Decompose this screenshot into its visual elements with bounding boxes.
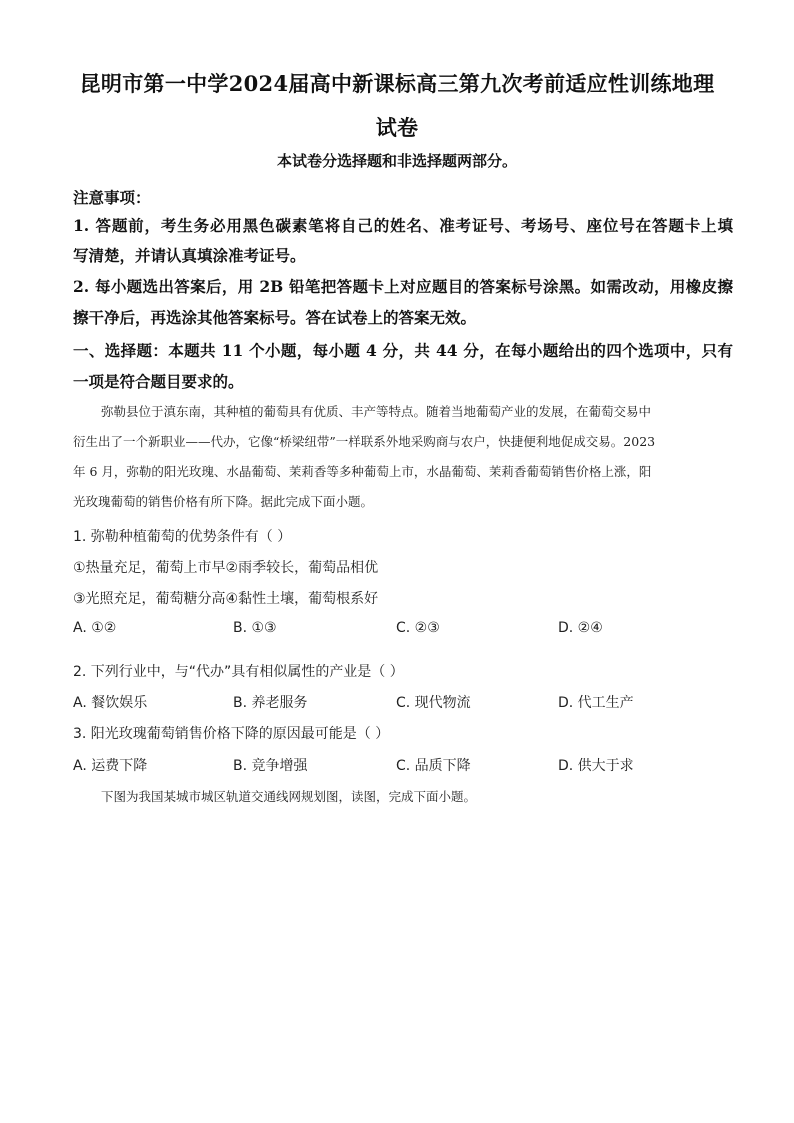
question-1-option-c: C. ②③: [396, 620, 440, 636]
question-1-statements-2: ③光照充足，葡萄糖分高④黏性土壤，葡萄根系好: [73, 591, 379, 607]
passage-grape-line4: 光玫瑰葡萄的销售价格有所下降。据此完成下面小题。: [73, 494, 374, 509]
passage-rail-line1: 下图为我国某城市城区轨道交通线网规划图，读图，完成下面小题。: [101, 789, 477, 804]
exam-subtitle: 本试卷分选择题和非选择题两部分。: [276, 152, 517, 170]
question-2-option-c: C. 现代物流: [396, 695, 471, 711]
question-3-option-a: A. 运费下降: [73, 758, 148, 774]
question-3-option-c: C. 品质下降: [396, 758, 471, 774]
notice-item2-line2: 擦干净后，再选涂其他答案标号。答在试卷上的答案无效。: [73, 308, 477, 327]
passage-grape-line2: 衍生出了一个新职业——代办，它像“桥梁纽带”一样联系外地采购商与农户，快捷便利地促成交易。2023: [73, 434, 656, 449]
notice-item1-line1: 1. 答题前，考生务必用黑色碳素笔将自己的姓名、准考证号、考场号、座位号在答题卡上填: [73, 216, 733, 235]
passage-grape-line1: 弥勒县位于滇东南，其种植的葡萄具有优质、丰产等特点。随着当地葡萄产业的发展，在葡萄交易中: [101, 404, 652, 419]
question-1-option-d: D. ②④: [558, 620, 603, 636]
question-3-option-b: B. 竞争增强: [233, 758, 308, 774]
section1-heading-line2: 一项是符合题目要求的。: [73, 372, 244, 391]
question-3-option-d: D. 供大于求: [558, 758, 634, 774]
question-1-option-a: A. ①②: [73, 620, 117, 636]
passage-grape-line3: 年 6 月，弥勒的阳光玫瑰、水晶葡萄、茉莉香等多种葡萄上市，水晶葡萄、茉莉香葡萄销售价格上涨，阳: [73, 464, 652, 479]
question-2-option-b: B. 养老服务: [233, 695, 308, 711]
question-3-stem: 3. 阳光玫瑰葡萄销售价格下降的原因最可能是（ ）: [73, 726, 390, 742]
question-2-stem: 2. 下列行业中，与“代办”具有相似属性的产业是（ ）: [73, 664, 404, 680]
exam-title-line1: 昆明市第一中学2024届高中新课标高三第九次考前适应性训练地理: [79, 71, 715, 96]
section1-heading-line1: 一、选择题：本题共 11 个小题，每小题 4 分，共 44 分，在每小题给出的四个选项中，只有: [73, 341, 733, 360]
question-2-option-a: A. 餐饮娱乐: [73, 695, 148, 711]
question-1-statements-1: ①热量充足，葡萄上市早②雨季较长，葡萄品相优: [73, 560, 379, 576]
question-1-stem: 1. 弥勒种植葡萄的优势条件有（ ）: [73, 529, 292, 545]
question-2-option-d: D. 代工生产: [558, 695, 634, 711]
question-1-option-b: B. ①③: [233, 620, 277, 636]
notice-item1-line2: 写清楚，并请认真填涂准考证号。: [73, 246, 306, 265]
notice-item2-line1: 2. 每小题选出答案后，用 2B 铅笔把答题卡上对应题目的答案标号涂黑。如需改动，用橡皮擦: [73, 277, 733, 296]
notice-heading: 注意事项：: [73, 188, 151, 207]
exam-title-line2: 试卷: [375, 115, 419, 140]
